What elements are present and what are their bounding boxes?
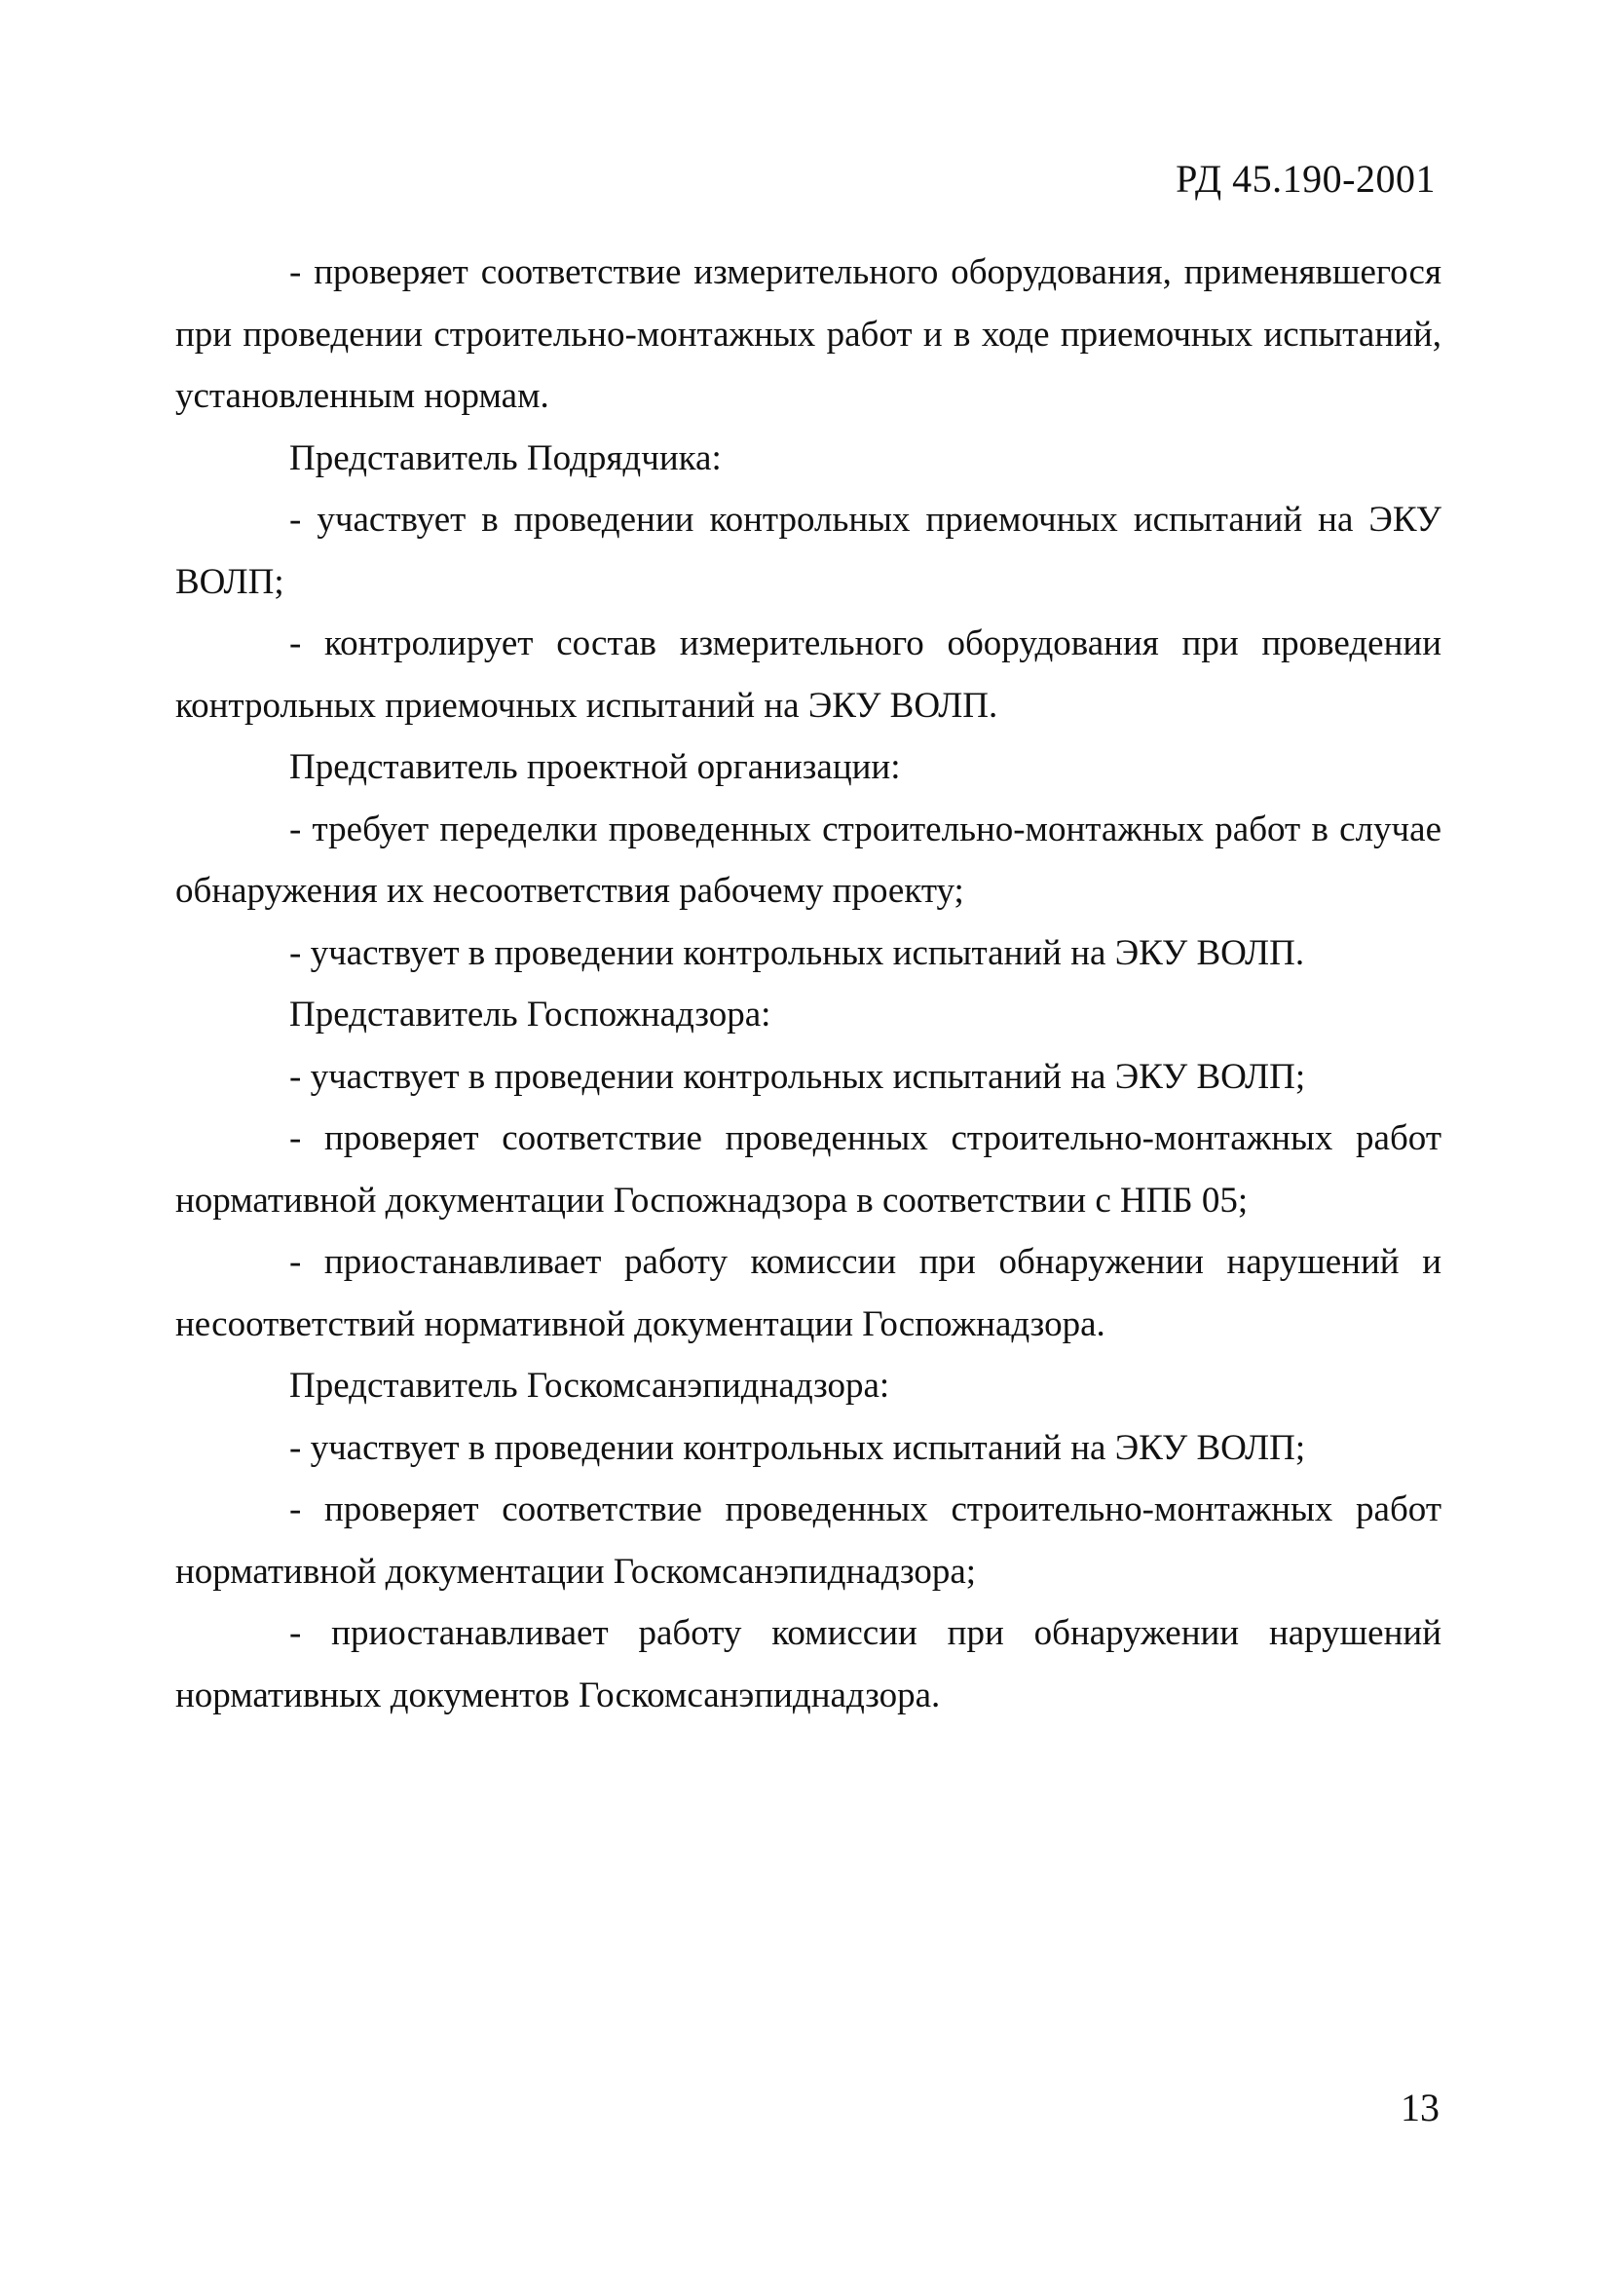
paragraph-check-equipment: - проверяет соответствие измерительного оборудования, применявшегося при проведении строительно-монтажных работ и в ходе приемочных испытаний, установленным нормам.	[175, 252, 1441, 416]
paragraph-design-org-participates: - участвует в проведении контрольных испытаний на ЭКУ ВОЛП.	[289, 932, 1305, 973]
paragraph-fire-participates: - участвует в проведении контрольных испытаний на ЭКУ ВОЛП;	[289, 1056, 1306, 1097]
paragraph-fire-suspends: - приостанавливает работу комиссии при обнаружении нарушений и несоответствий нормативной документации Госпожнадзора.	[175, 1242, 1441, 1344]
paragraph-design-org-rework: - требует переделки проведенных строительно-монтажных работ в случае обнаружения их несоответствия рабочему проекту;	[175, 809, 1441, 911]
paragraph-contractor-heading: Представитель Подрядчика:	[289, 437, 722, 478]
document-code: РД 45.190-2001	[1176, 157, 1436, 201]
paragraph-fire-checks: - проверяет соответствие проведенных строительно-монтажных работ нормативной документации Госпожнадзора в соответствии с НПБ 05;	[175, 1118, 1441, 1221]
paragraph-sanitary-checks: - проверяет соответствие проведенных строительно-монтажных работ нормативной документации Госкомсанэпиднадзора;	[175, 1489, 1441, 1592]
paragraph-sanitary-suspends: - приостанавливает работу комиссии при обнаружении нарушений нормативных документов Госкомсанэпиднадзора.	[175, 1613, 1441, 1715]
paragraph-sanitary-heading: Представитель Госкомсанэпиднадзора:	[289, 1366, 890, 1406]
paragraph-design-org-heading: Представитель проектной организации:	[289, 747, 901, 787]
paragraph-sanitary-participates: - участвует в проведении контрольных испытаний на ЭКУ ВОЛП;	[289, 1427, 1306, 1468]
paragraph-contractor-controls: - контролирует состав измерительного оборудования при проведении контрольных приемочных испытаний на ЭКУ ВОЛП.	[175, 623, 1441, 726]
page-number: 13	[1401, 2086, 1440, 2129]
paragraph-contractor-participates: - участвует в проведении контрольных приемочных испытаний на ЭКУ ВОЛП;	[175, 500, 1441, 602]
paragraph-fire-heading: Представитель Госпожнадзора:	[289, 995, 771, 1035]
body-text	[175, 242, 1441, 1726]
